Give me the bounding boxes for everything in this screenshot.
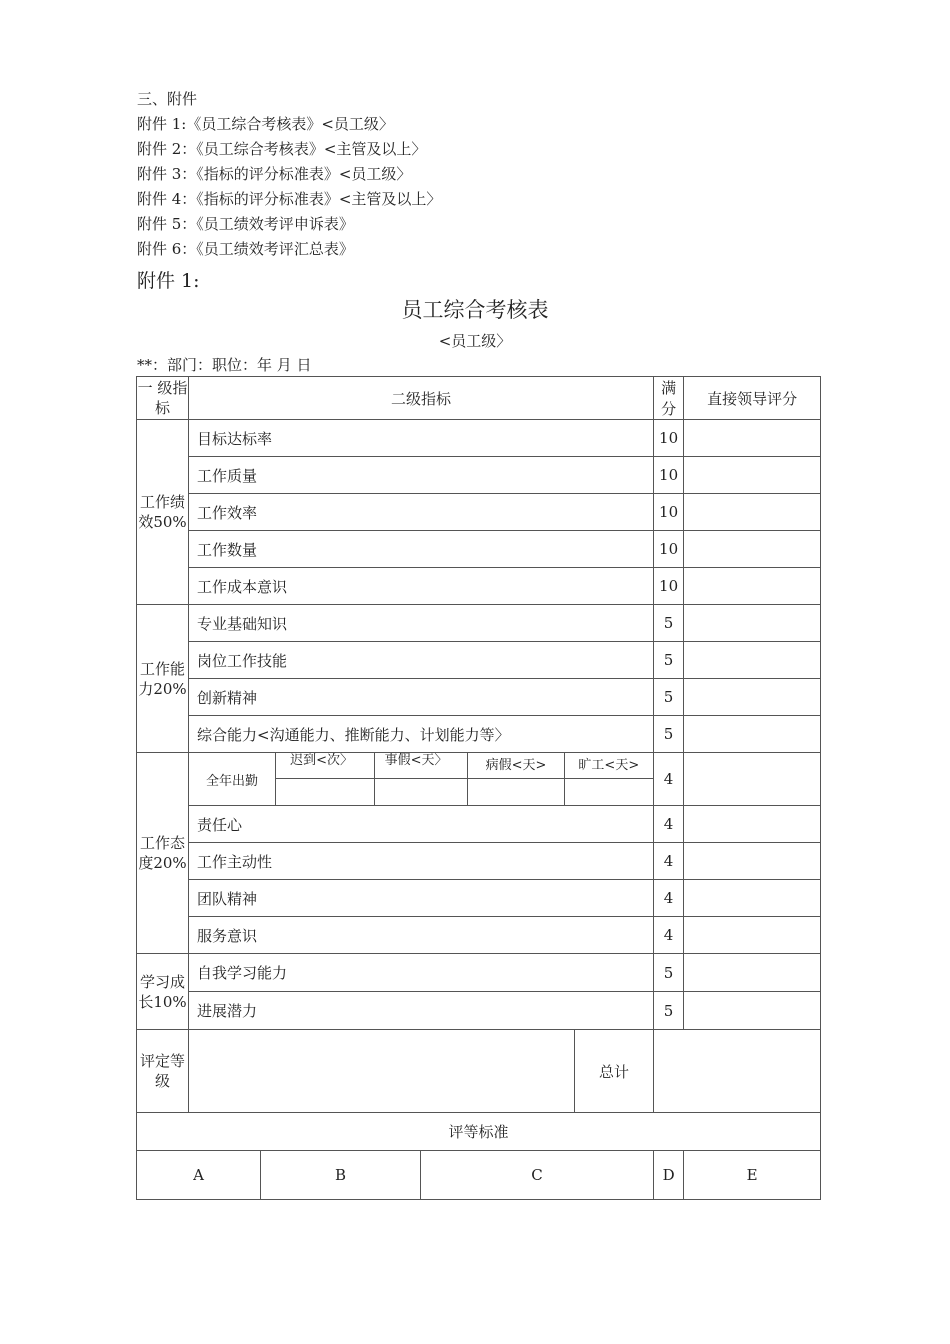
- annex-item-6: 附件 6：《员工绩效考评汇总表》: [137, 240, 354, 258]
- supervisor-score-cell[interactable]: [684, 806, 821, 843]
- supervisor-score-cell[interactable]: [684, 679, 821, 716]
- supervisor-score-cell[interactable]: [684, 457, 821, 494]
- header-level2: 二级指标: [189, 377, 654, 420]
- supervisor-score-cell[interactable]: [684, 531, 821, 568]
- category-performance: 工作绩效50%: [137, 420, 189, 605]
- grade-c: C: [421, 1151, 654, 1200]
- full-score: 10: [654, 568, 684, 605]
- supervisor-score-cell[interactable]: [684, 992, 821, 1030]
- personal-leave-entry[interactable]: [375, 779, 468, 805]
- absence-column: [564, 753, 653, 805]
- full-score: 10: [654, 420, 684, 457]
- header-supervisor-score: 直接领导评分: [684, 377, 821, 420]
- grading-standard-label: 评等标准: [137, 1113, 821, 1151]
- indicator-name: 综合能力<沟通能力、推断能力、计划能力等〉: [189, 716, 654, 753]
- full-score: 5: [654, 679, 684, 716]
- indicator-name: 岗位工作技能: [189, 642, 654, 679]
- supervisor-score-cell[interactable]: [684, 843, 821, 880]
- full-score: 5: [654, 954, 684, 992]
- full-score: 4: [654, 917, 684, 954]
- category-ability: 工作能力20%: [137, 605, 189, 753]
- indicator-name: 服务意识: [189, 917, 654, 954]
- rating-label: 评定等级: [137, 1030, 189, 1113]
- indicator-name: 目标达标率: [189, 420, 654, 457]
- full-score: 5: [654, 605, 684, 642]
- full-score: 4: [654, 843, 684, 880]
- late-entry[interactable]: [276, 779, 374, 805]
- grade-b: B: [261, 1151, 421, 1200]
- supervisor-score-cell[interactable]: [684, 420, 821, 457]
- annex-item-4: 附件 4：《指标的评分标准表》<主管及以上〉: [137, 190, 442, 208]
- full-score: 10: [654, 531, 684, 568]
- full-score: 4: [654, 880, 684, 917]
- late-column: [276, 753, 375, 805]
- indicator-name: 创新精神: [189, 679, 654, 716]
- indicator-name: 工作质量: [189, 457, 654, 494]
- late-label: 迟到<次〉: [276, 753, 374, 779]
- category-growth: 学习成长10%: [137, 954, 189, 1030]
- indicator-name: 责任心: [189, 806, 654, 843]
- sick-leave-label: 病假<天>: [468, 753, 563, 779]
- annex1-heading: 附件 1:: [137, 270, 200, 292]
- annex-item-3: 附件 3：《指标的评分标准表》<员工级〉: [137, 165, 412, 183]
- annex-item-5: 附件 5：《员工绩效考评申诉表》: [137, 215, 354, 233]
- form-title: 员工综合考核表: [401, 298, 549, 322]
- indicator-name: 工作主动性: [189, 843, 654, 880]
- attendance-label: 全年出勤: [206, 773, 259, 789]
- header-level1: 一 级指标: [137, 377, 189, 420]
- indicator-name: 进展潜力: [189, 992, 654, 1030]
- rating-value-cell[interactable]: [189, 1030, 575, 1113]
- annex-section-heading: 三、附件: [137, 90, 198, 108]
- supervisor-score-cell[interactable]: [684, 605, 821, 642]
- attendance-subtable: [189, 753, 653, 805]
- supervisor-score-cell[interactable]: [684, 568, 821, 605]
- supervisor-score-cell[interactable]: [684, 753, 821, 806]
- sick-leave-entry[interactable]: [468, 779, 563, 805]
- total-value-cell[interactable]: [654, 1030, 821, 1113]
- indicator-name: 工作数量: [189, 531, 654, 568]
- supervisor-score-cell[interactable]: [684, 716, 821, 753]
- assessment-table: [136, 376, 821, 1200]
- supervisor-score-cell[interactable]: [684, 917, 821, 954]
- full-score: 5: [654, 992, 684, 1030]
- grade-d: D: [654, 1151, 684, 1200]
- indicator-name: 团队精神: [189, 880, 654, 917]
- sick-leave-column: [468, 753, 564, 805]
- grade-e: E: [684, 1151, 821, 1200]
- indicator-name: 工作成本意识: [189, 568, 654, 605]
- full-score: 4: [654, 806, 684, 843]
- indicator-name: 自我学习能力: [189, 954, 654, 992]
- personal-leave-column: [374, 753, 468, 805]
- annex-item-2: 附件 2：《员工综合考核表》<主管及以上〉: [137, 140, 427, 158]
- grade-a: A: [137, 1151, 261, 1200]
- full-score: 10: [654, 494, 684, 531]
- total-label: 总计: [575, 1030, 654, 1113]
- full-score: 10: [654, 457, 684, 494]
- form-subtitle: <员工级〉: [438, 332, 512, 350]
- absence-entry[interactable]: [565, 779, 654, 805]
- personal-leave-label: 事假<天〉: [375, 753, 468, 779]
- indicator-name: 专业基础知识: [189, 605, 654, 642]
- supervisor-score-cell[interactable]: [684, 642, 821, 679]
- supervisor-score-cell[interactable]: [684, 880, 821, 917]
- attendance-cell: [189, 753, 654, 806]
- header-full-score: 满分: [654, 377, 684, 420]
- employee-info-line: **：部门：职位：年 月 日: [137, 356, 312, 374]
- annex-item-1: 附件 1:《员工综合考核表》<员工级〉: [137, 115, 394, 133]
- indicator-name: 工作效率: [189, 494, 654, 531]
- full-score: 5: [654, 716, 684, 753]
- category-attitude: 工作态度20%: [137, 753, 189, 954]
- supervisor-score-cell[interactable]: [684, 494, 821, 531]
- absence-label: 旷工<天>: [565, 753, 654, 779]
- full-score: 5: [654, 642, 684, 679]
- full-score: 4: [654, 753, 684, 806]
- supervisor-score-cell[interactable]: [684, 954, 821, 992]
